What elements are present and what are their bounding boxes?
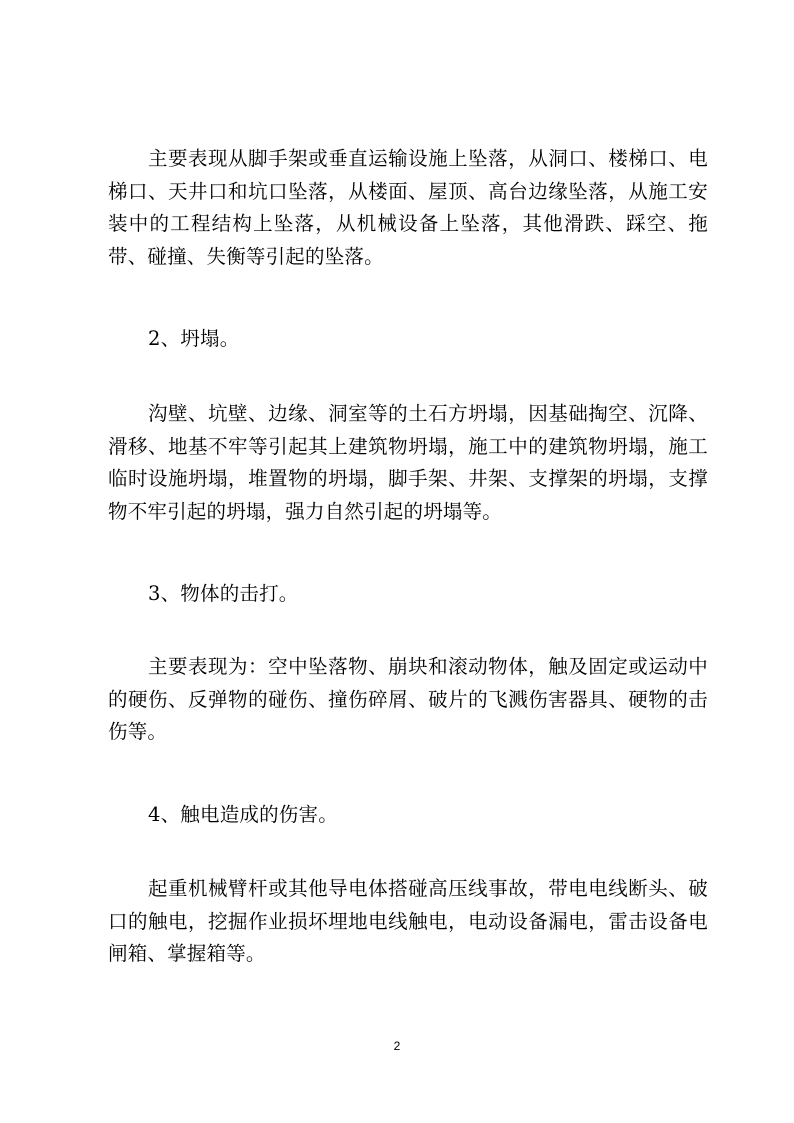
heading-collapse [108, 323, 708, 356]
heading-electric-shock [108, 799, 708, 832]
paragraph-text: 主要表现从脚手架或垂直运输设施上坠落，从洞口、楼梯口、电梯口、天井口和坑口坠落，从楼面、屋顶、高台边缘坠落，从施工安装中的工程结构上坠落，从机械设备上坠落，其他滑跌、踩空、拖带、碰撞、失衡等引起的坠落。 [108, 147, 708, 269]
paragraph-text: 沟壁、坑壁、边缘、洞室等的土石方坍塌，因基础掏空、沉降、滑移、地基不牢等引起其上建筑物坍塌，施工中的建筑物坍塌，施工临时设施坍塌，堆置物的坍塌，脚手架、井架、支撑架的坍塌，支撑物不牢引起的坍塌，强力自然引起的坍塌等。 [108, 402, 708, 524]
paragraph-text: 起重机械臂杆或其他导电体搭碰高压线事故，带电电线断头、破口的触电，挖掘作业损坏埋地电线触电，电动设备漏电，雷击设备电闸箱、掌握箱等。 [108, 877, 708, 966]
heading-text: 2、坍塌。 [148, 327, 240, 350]
paragraph-fall-description [108, 143, 708, 274]
page-number: 2 [393, 1039, 401, 1053]
heading-text: 4、触电造成的伤害。 [148, 803, 338, 826]
paragraph-object-strike-description [108, 651, 708, 749]
paragraph-collapse-description [108, 398, 708, 529]
paragraph-electric-shock-description [108, 873, 708, 971]
heading-text: 3、物体的击打。 [148, 582, 299, 605]
heading-object-strike [108, 578, 708, 611]
paragraph-text: 主要表现为：空中坠落物、崩块和滚动物体，触及固定或运动中的硬伤、反弹物的碰伤、撞伤碎屑、破片的飞溅伤害器具、硬物的击伤等。 [108, 655, 708, 744]
